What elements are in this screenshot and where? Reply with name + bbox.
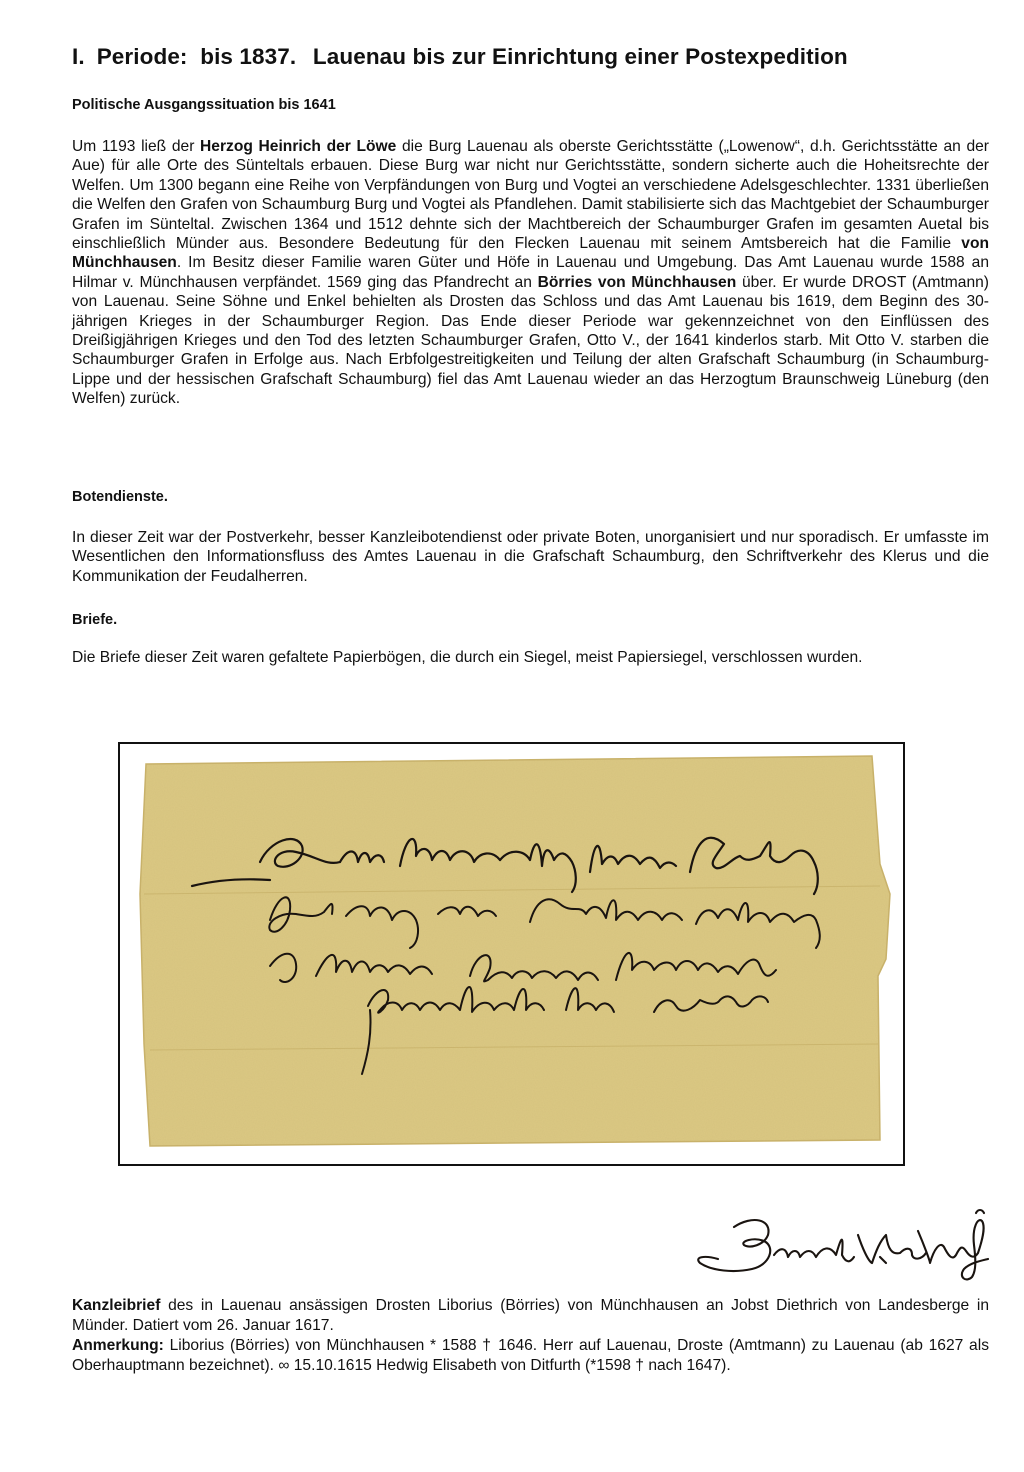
page-title — [72, 44, 848, 70]
title-part3: Lauenau bis zur Einrichtung einer Postexpedition — [312, 44, 848, 69]
letter-caption — [72, 1296, 989, 1376]
signature-image — [690, 1205, 990, 1287]
text-run: die Burg Lauenau als oberste Gerichtsstätte („Lowenow“, d.h. Gerichtsstätte an der Aue) für alle Orte des Sünteltals erbauen. Diese Burg war nicht nur Gerichtsstätte, sondern sicherte auch die Hoheitsrechte der Welfen. Um 1300 begann eine Reihe von Verpfändungen von Burg und Vogtei an verschiedene Adelsgeschlechter. 1331 überließen die Welfen den Grafen von Schaumburg Burg und Vogtei als Pfandlehen. Damit stabilisierte sich das Machtgebiet der Schaumburger Grafen im Sünteltal. Zwischen 1364 und 1512 dehnte sich der Machtbereich der Schaumburger Grafen im gesamten Auetal bis einschließlich Münder aus. Besondere Bedeutung für den Flecken Lauenau mit seinem Amtsbereich hat die Familie — [72, 138, 989, 253]
caption-text-run: Liborius (Börries) von Münchhausen * 1588 † 1646. Herr auf Lauenau, Droste (Amtmann) zu Lauenau (ab 1627 als Oberhauptmann bezeichnet). ∞ 15.10.1615 Hedwig Elisabeth von Ditfurth (*1598 † nach 1647). — [72, 1337, 989, 1374]
bold-run: Börries von Münchhausen — [537, 273, 737, 291]
historic-letter-image — [120, 744, 903, 1164]
letter-image-frame — [118, 742, 905, 1166]
section-heading-briefe: Briefe. — [72, 612, 118, 628]
section-heading-botendienste: Botendienste. — [72, 489, 168, 505]
title-part1: Periode: — [96, 44, 188, 69]
caption-text-run: des in Lauenau ansässigen Drosten Liborius (Börries) von Münchhausen an Jobst Diethrich von Landesberge in Münder. Datiert vom 26. Januar 1617. — [72, 1297, 989, 1334]
botendienste-paragraph: In dieser Zeit war der Postverkehr, besser Kanzleibotendienst oder private Boten, unorganisiert und nur sporadisch. Er umfasste im Wesentlichen den Informationsfluss des Amtes Lauenau in die Grafschaft Schaumburg, den Schriftverkehr des Klerus und die Kommunikation der Feudalherren. — [72, 529, 989, 585]
title-part2: bis 1837. — [200, 44, 297, 69]
section-heading-politics: Politische Ausgangssituation bis 1641 — [72, 97, 336, 113]
caption-bold-run: Kanzleibrief — [72, 1297, 161, 1314]
briefe-paragraph: Die Briefe dieser Zeit waren gefaltete Papierbögen, die durch ein Siegel, meist Papiersiegel, verschlossen wurden. — [72, 649, 863, 666]
bold-run: Herzog Heinrich der Löwe — [200, 138, 397, 155]
title-number: I. — [72, 44, 85, 69]
text-run: über. Er wurde DROST (Amtmann) von Lauenau. Seine Söhne und Enkel behielten als Drosten das Schloss und das Amt Lauenau bis 1619, dem Beginn des 30-jährigen Krieges in der Schaumburger Region. Das Ende dieser Periode war gekennzeichnet von den Einflüssen des Dreißigjährigen Krieges und den Tod des letzten Schaumburger Grafen, Otto V., der 1641 kinderlos starb. Mit Otto V. starben die Schaumburger Grafen in Erfolge aus. Nach Erbfolgestreitigkeiten und Teilung der alten Grafschaft Schaumburg (in Schaumburg-Lippe und der hessischen Grafschaft Schaumburg) fiel das Amt Lauenau wieder an das Herzogtum Braunschweig Lüneburg (den Welfen) zurück. — [72, 273, 989, 408]
caption-bold-run: Anmerkung: — [72, 1337, 164, 1354]
text-run: . Im Besitz dieser Familie waren Güter und Höfe in Lauenau und Umgebung. Das Amt Lauenau wurde 1588 an Hilmar v. Münchhausen verpfändet. 1569 ging das Pfandrecht an — [72, 254, 989, 291]
politics-paragraph — [72, 137, 989, 409]
text-run: Um 1193 ließ der — [72, 138, 201, 155]
bold-run: von Münchhausen — [72, 235, 989, 272]
